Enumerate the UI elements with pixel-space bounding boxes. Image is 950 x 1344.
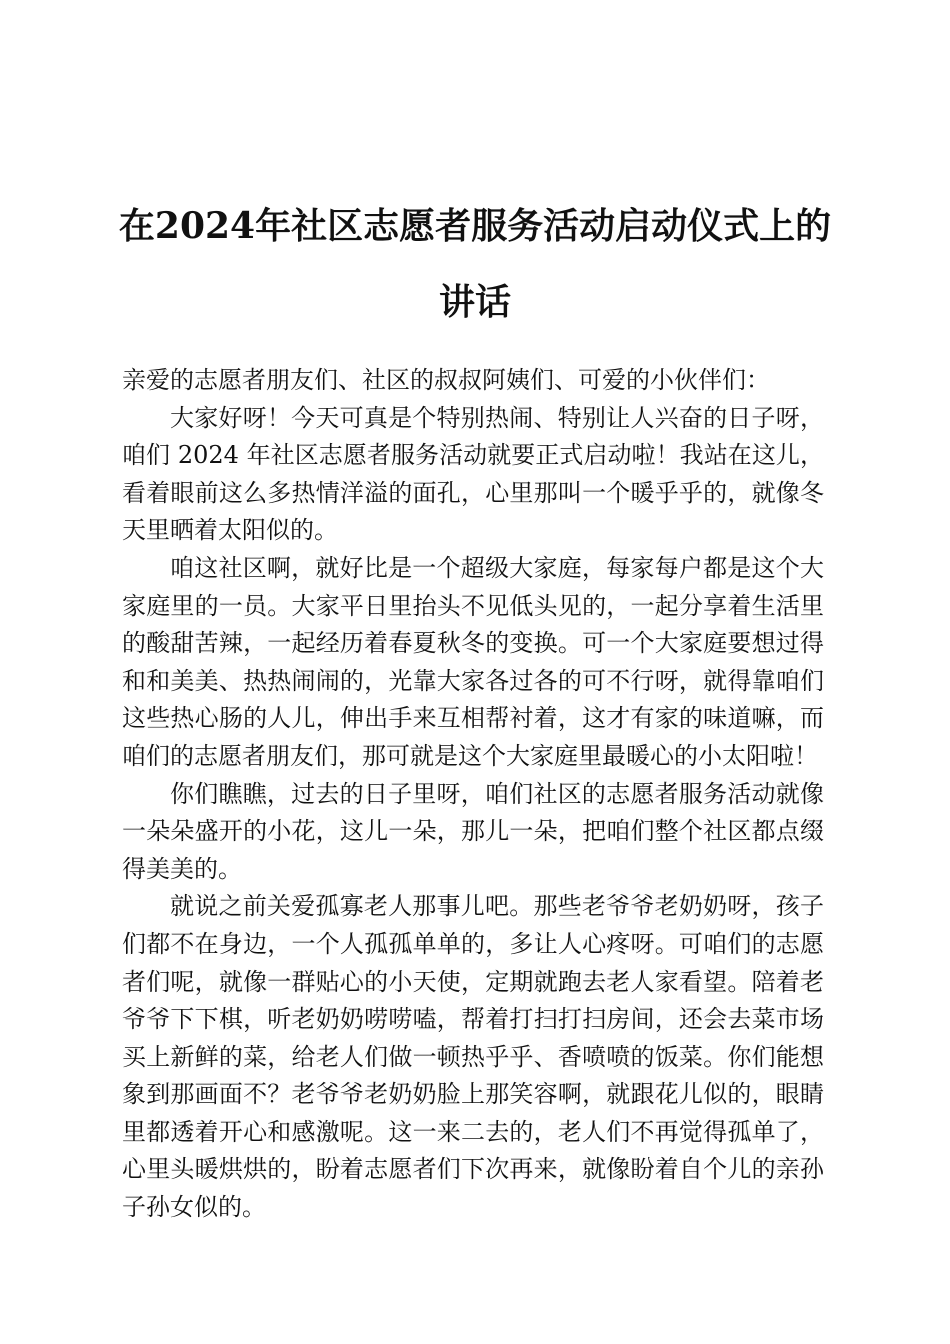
document-body	[122, 362, 824, 1227]
paragraph-3: 你们瞧瞧，过去的日子里呀，咱们社区的志愿者服务活动就像一朵朵盛开的小花，这儿一朵，那儿一朵，把咱们整个社区都点缀得美美的。	[122, 779, 824, 883]
paragraph-4: 就说之前关爱孤寡老人那事儿吧。那些老爷爷老奶奶呀，孩子们都不在身边，一个人孤孤单单的，多让人心疼呀。可咱们的志愿者们呢，就像一群贴心的小天使，定期就跑去老人家看望。陪着老爷爷下下棋，听老奶奶唠唠嗑，帮着打扫打扫房间，还会去菜市场买上新鲜的菜，给老人们做一顿热乎乎、香喷喷的饭菜。你们能想象到那画面不？老爷爷老奶奶脸上那笑容啊，就跟花儿似的，眼睛里都透着开心和感激呢。这一来二去的，老人们不再觉得孤单了，心里头暖烘烘的，盼着志愿者们下次再来，就像盼着自个儿的亲孙子孙女似的。	[122, 892, 824, 1222]
title-line-2: 讲话	[438, 281, 511, 323]
title-line-1: 在2024年社区志愿者服务活动启动仪式上的	[118, 205, 832, 247]
paragraph-1: 大家好呀！今天可真是个特别热闹、特别让人兴奋的日子呀，咱们 2024 年社区志愿者服务活动就要正式启动啦！我站在这儿，看着眼前这么多热情洋溢的面孔，心里那叫一个暖乎乎的，就像冬天里晒着太阳似的。	[122, 403, 824, 545]
greeting-line: 亲爱的志愿者朋友们、社区的叔叔阿姨们、可爱的小伙伴们：	[122, 366, 770, 394]
document-title	[100, 188, 850, 340]
paragraph-2: 咱这社区啊，就好比是一个超级大家庭，每家每户都是这个大家庭里的一员。大家平日里抬头不见低头见的，一起分享着生活里的酸甜苦辣，一起经历着春夏秋冬的变换。可一个大家庭要想过得和和美美、热热闹闹的，光靠大家各过各的可不行呀，就得靠咱们这些热心肠的人儿，伸出手来互相帮衬着，这才有家的味道嘛，而咱们的志愿者朋友们，那可就是这个大家庭里最暖心的小太阳啦！	[122, 553, 824, 770]
